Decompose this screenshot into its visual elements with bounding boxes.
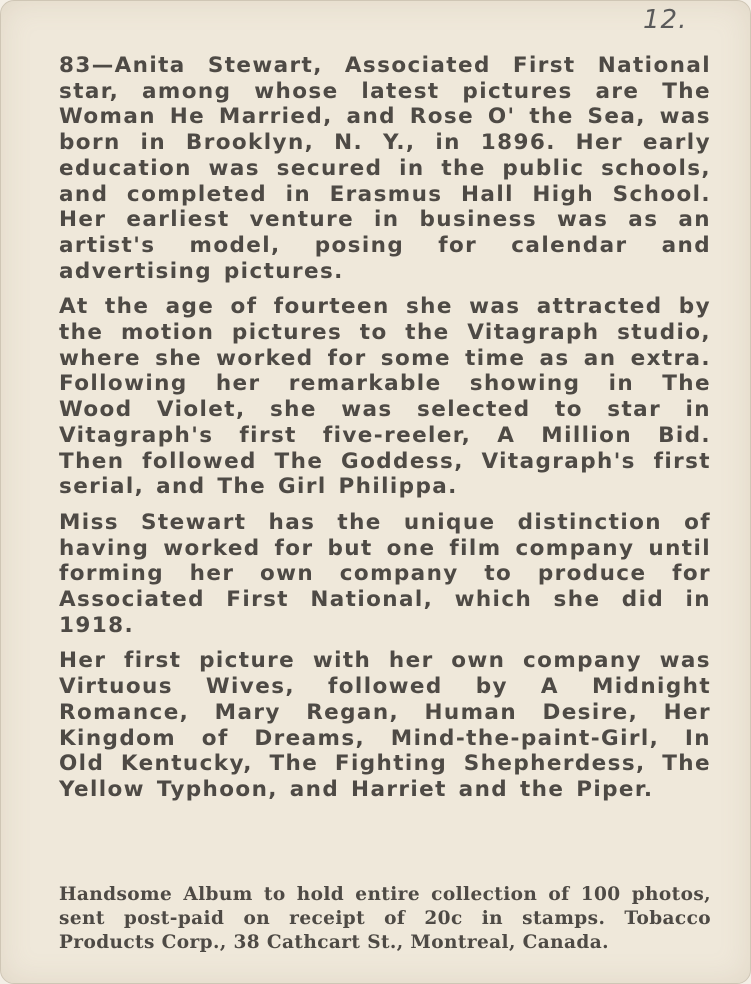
bio-paragraph-2: At the age of fourteen she was attracted by the motion pictures to the Vitagraph studio, where she worked for some time as an extra. Following her remarkable showing in The Wood Violet, she was selected to star in Vitagraph's first five-reeler, A Million Bid. Then followed The Goddess, Vitagraph's first serial, and The Girl Philippa. [59,294,711,500]
bio-paragraph-4: Her first picture with her own company was Virtuous Wives, followed by A Midnight Romance, Mary Regan, Human Desire, Her Kingdom of Dreams, Mind-the-paint-Girl, In Old Kentucky, The Fighting Shepherdess, The Yellow Typhoon, and Harriet and the Piper. [59,648,711,802]
handwritten-page-number: 12. [643,5,688,35]
biography-text [59,53,711,813]
album-offer-footer: Handsome Album to hold entire collection of 100 photos, sent post-paid on receipt of 20c in stamps. Tobacco Products Corp., 38 Cathcart St., Montreal, Canada. [59,884,711,953]
bio-paragraph-3: Miss Stewart has the unique distinction of having worked for but one film company until forming her own company to produce for Associated First National, which she did in 1918. [59,509,711,638]
bio-paragraph-1: 83—Anita Stewart, Associated First National star, among whose latest pictures are The Woman He Married, and Rose O' the Sea, was born in Brooklyn, N. Y., in 1896. Her early education was secured in the public schools, and completed in Erasmus Hall High School. Her earliest venture in business was as an artist's model, posing for calendar and advertising pictures. [59,53,711,284]
